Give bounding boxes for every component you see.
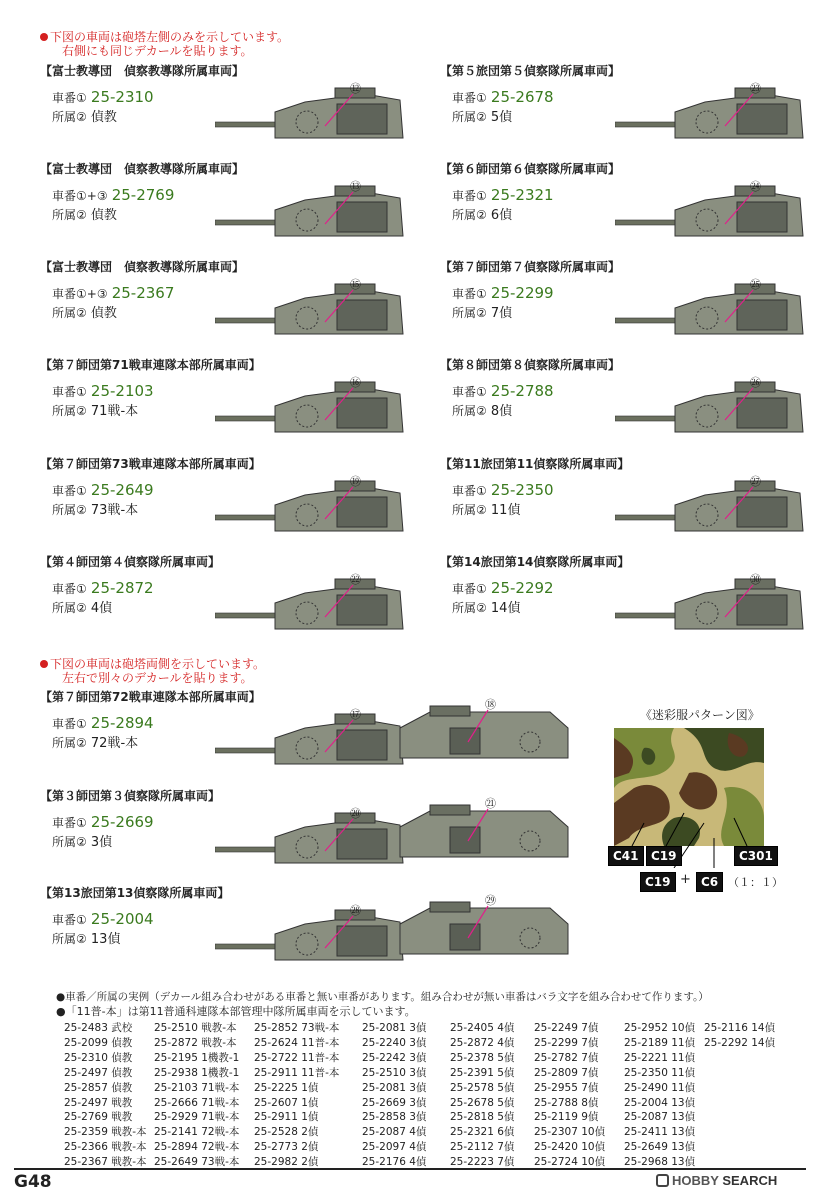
vehicle-unit-title: 【第７師団第73戦車連隊本部所属車両】 — [40, 457, 261, 471]
logo-search: SEARCH — [722, 1173, 778, 1188]
bullet-icon — [40, 660, 48, 668]
table-column — [362, 1021, 426, 1170]
table-cell: 25-2378 5偵 — [450, 1051, 515, 1064]
vehicle-unit-title: 【第11旅団第11偵察隊所属車両】 — [440, 457, 630, 471]
note-line: 下図の車両は砲塔左側のみを示しています。 — [50, 30, 290, 44]
vehicle-number-label: 車番① — [52, 385, 87, 399]
vehicle-unit-title: 【第７師団第72戦車連隊本部所属車両】 — [40, 690, 261, 704]
divider — [14, 1168, 806, 1170]
turret-side-view — [215, 904, 405, 984]
table-cell: 25-2225 1偵 — [254, 1081, 319, 1094]
camo-mix-tag-a: C19 — [640, 872, 676, 892]
table-column — [704, 1021, 775, 1051]
table-cell: 25-2097 4偵 — [362, 1141, 427, 1154]
table-cell: 25-2119 9偵 — [534, 1111, 599, 1124]
vehicle-unit: 7偵 — [490, 306, 513, 321]
vehicle-unit-label: 所属② — [52, 110, 87, 124]
vehicle-unit: 偵教 — [90, 208, 117, 223]
vehicle-number-line — [52, 813, 154, 831]
vehicle-number-label: 車番① — [52, 582, 87, 596]
vehicle-unit: 8偵 — [490, 404, 513, 419]
decal-number-marker: ㉑ — [485, 797, 496, 810]
table-cell: 25-2483 武校 — [64, 1022, 133, 1034]
table-cell: 25-2299 7偵 — [534, 1036, 599, 1049]
vehicle-number: 25-2894 — [90, 714, 154, 732]
table-cell: 25-2952 10偵 — [624, 1022, 696, 1034]
vehicle-number: 25-2678 — [490, 88, 554, 106]
table-cell: 25-2858 3偵 — [362, 1111, 427, 1124]
table-cell: 25-2176 4偵 — [362, 1156, 427, 1169]
table-cell: 25-2321 6偵 — [450, 1126, 515, 1139]
table-cell: 25-2938 1機教-1 — [154, 1066, 240, 1079]
turret-side-view — [215, 708, 405, 788]
vehicle-unit-label: 所属② — [52, 601, 87, 615]
vehicle-number-line — [452, 481, 554, 499]
vehicle-unit-title: 【第８師団第８偵察隊所属車両】 — [440, 358, 621, 372]
turret-side-view — [215, 376, 405, 456]
table-cell: 25-2249 7偵 — [534, 1022, 599, 1034]
table-cell: 25-2982 2偵 — [254, 1156, 319, 1169]
vehicle-unit-line — [52, 732, 138, 751]
footnote-11fu: ●「11普-本」は第11普通科連隊本部管理中隊所属車両を示しています。 — [56, 1005, 416, 1018]
table-cell: 25-2367 戦教-本 — [64, 1156, 147, 1169]
vehicle-unit-line — [52, 302, 117, 321]
page-label: G48 — [14, 1172, 52, 1192]
table-cell: 25-2405 4偵 — [450, 1022, 515, 1034]
vehicle-number-label: 車番① — [452, 91, 487, 105]
vehicle-unit-title: 【第５旅団第５偵察隊所属車両】 — [440, 64, 621, 78]
vehicle-unit-line — [52, 499, 138, 518]
vehicle-unit: 偵教 — [90, 110, 117, 125]
turret-side-view-right — [390, 797, 580, 877]
vehicle-number: 25-2649 — [90, 481, 154, 499]
decal-number-marker: ㉕ — [750, 278, 761, 291]
decal-number-marker: ㉔ — [750, 180, 761, 193]
table-cell: 25-2624 11普-本 — [254, 1036, 340, 1049]
vehicle-unit-line — [52, 204, 117, 223]
note-line: 右側にも同じデカールを貼ります。 — [62, 44, 253, 58]
vehicle-unit-title: 【第７師団第71戦車連隊本部所属車両】 — [40, 358, 261, 372]
vehicle-number-label: 車番① — [452, 385, 487, 399]
vehicle-number-label: 車番①+③ — [52, 287, 108, 301]
decal-number-marker: ⑬ — [350, 180, 361, 193]
vehicle-unit-title: 【富士教導団 偵察教導隊所属車両】 — [40, 260, 245, 274]
vehicle-unit-title: 【第３師団第３偵察隊所属車両】 — [40, 789, 221, 803]
camo-tag-c301: C301 — [734, 846, 778, 866]
vehicle-number-label: 車番① — [452, 582, 487, 596]
vehicle-number: 25-2103 — [90, 382, 154, 400]
hobby-search-logo — [656, 1173, 777, 1188]
table-column — [450, 1021, 514, 1170]
vehicle-number-line — [52, 481, 154, 499]
note-line: 左右で別々のデカールを貼ります。 — [62, 671, 253, 685]
vehicle-unit: 3偵 — [90, 835, 113, 850]
decal-number-marker: ㉓ — [750, 82, 761, 95]
table-cell: 25-2773 2偵 — [254, 1141, 319, 1154]
table-column — [624, 1021, 695, 1170]
table-cell: 25-2818 5偵 — [450, 1111, 515, 1124]
turret-side-view — [215, 278, 405, 358]
vehicle-number: 25-2872 — [90, 579, 154, 597]
decal-number-marker: ㉗ — [750, 475, 761, 488]
example-number-table — [64, 1021, 804, 1171]
table-cell: 25-2578 5偵 — [450, 1081, 515, 1094]
table-cell: 25-2911 11普-本 — [254, 1066, 340, 1079]
table-cell: 25-2497 偵教 — [64, 1066, 133, 1079]
vehicle-unit-line — [52, 400, 138, 419]
table-cell: 25-2929 71戦-本 — [154, 1111, 240, 1124]
turret-side-view — [215, 807, 405, 887]
table-cell: 25-2087 4偵 — [362, 1126, 427, 1139]
vehicle-unit-line — [452, 499, 520, 518]
turret-side-view — [215, 475, 405, 555]
table-cell: 25-2968 13偵 — [624, 1156, 696, 1169]
table-cell: 25-2411 13偵 — [624, 1126, 696, 1139]
vehicle-unit: 72戦-本 — [90, 736, 139, 751]
logo-h-icon — [656, 1174, 669, 1187]
decal-number-marker: ⑳ — [350, 807, 361, 820]
table-cell: 25-2607 1偵 — [254, 1096, 319, 1109]
table-cell: 25-2857 偵教 — [64, 1081, 133, 1094]
vehicle-unit-label: 所属② — [452, 404, 487, 418]
vehicle-number-line — [452, 579, 554, 597]
table-cell: 25-2350 11偵 — [624, 1066, 696, 1079]
note-both-sides — [40, 657, 265, 685]
table-cell: 25-2141 72戦-本 — [154, 1126, 240, 1139]
table-cell: 25-2497 戦教 — [64, 1096, 133, 1109]
vehicle-number-label: 車番① — [52, 816, 87, 830]
camo-title: 《迷彩服パターン図》 — [640, 708, 760, 722]
vehicle-number-label: 車番① — [52, 717, 87, 731]
table-cell: 25-2195 1機教-1 — [154, 1051, 240, 1064]
vehicle-number-label: 車番① — [52, 91, 87, 105]
vehicle-unit-line — [52, 597, 112, 616]
table-cell: 25-2116 14偵 — [704, 1022, 776, 1034]
decal-number-marker: ⑱ — [485, 698, 496, 711]
table-cell: 25-2490 11偵 — [624, 1081, 696, 1094]
table-column — [154, 1021, 239, 1170]
vehicle-number-label: 車番① — [52, 484, 87, 498]
vehicle-unit-label: 所属② — [452, 306, 487, 320]
vehicle-unit-label: 所属② — [452, 503, 487, 517]
table-cell: 25-2240 3偵 — [362, 1036, 427, 1049]
vehicle-unit-title: 【第６師団第６偵察隊所属車両】 — [440, 162, 621, 176]
table-column — [534, 1021, 605, 1170]
decal-number-marker: ⑰ — [350, 708, 361, 721]
table-cell: 25-2788 8偵 — [534, 1096, 599, 1109]
vehicle-number-line — [52, 186, 174, 204]
vehicle-number: 25-2350 — [490, 481, 554, 499]
vehicle-number-line — [52, 714, 154, 732]
table-cell: 25-2872 戦教-本 — [154, 1036, 237, 1049]
table-cell: 25-2420 10偵 — [534, 1141, 606, 1154]
table-cell: 25-2310 偵教 — [64, 1051, 133, 1064]
vehicle-unit: 71戦-本 — [90, 404, 139, 419]
vehicle-unit: 13偵 — [90, 932, 121, 947]
vehicle-unit-label: 所属② — [52, 932, 87, 946]
decal-number-marker: ㉙ — [485, 894, 496, 907]
vehicle-number-label: 車番① — [452, 484, 487, 498]
vehicle-unit-title: 【第４師団第４偵察隊所属車両】 — [40, 555, 221, 569]
table-column — [64, 1021, 147, 1170]
vehicle-number: 25-2299 — [490, 284, 554, 302]
vehicle-unit-label: 所属② — [452, 110, 487, 124]
table-cell: 25-2189 11偵 — [624, 1036, 696, 1049]
vehicle-number-line — [52, 88, 154, 106]
vehicle-unit-title: 【第７師団第７偵察隊所属車両】 — [440, 260, 621, 274]
vehicle-unit: 偵教 — [90, 306, 117, 321]
vehicle-number: 25-2769 — [111, 186, 175, 204]
vehicle-number-line — [452, 382, 554, 400]
note-left-side-only — [40, 30, 289, 58]
vehicle-unit-label: 所属② — [52, 835, 87, 849]
turret-side-view — [615, 180, 805, 260]
vehicle-number-line — [452, 88, 554, 106]
vehicle-number-line — [452, 284, 554, 302]
vehicle-unit-title: 【富士教導団 偵察教導隊所属車両】 — [40, 162, 245, 176]
vehicle-number: 25-2292 — [490, 579, 554, 597]
decal-number-marker: ⑯ — [350, 376, 361, 389]
vehicle-number-label: 車番①+③ — [52, 189, 108, 203]
note-line: 下図の車両は砲塔両側を示しています。 — [50, 657, 266, 671]
camo-tag-c41: C41 — [608, 846, 644, 866]
table-cell: 25-2649 13偵 — [624, 1141, 696, 1154]
vehicle-number-label: 車番① — [452, 189, 487, 203]
vehicle-unit-label: 所属② — [52, 736, 87, 750]
table-cell: 25-2081 3偵 — [362, 1022, 427, 1034]
table-cell: 25-2081 3偵 — [362, 1081, 427, 1094]
turret-side-view — [615, 278, 805, 358]
table-cell: 25-2782 7偵 — [534, 1051, 599, 1064]
table-cell: 25-2894 72戦-本 — [154, 1141, 240, 1154]
vehicle-unit-line — [52, 831, 112, 850]
vehicle-unit-label: 所属② — [452, 601, 487, 615]
decal-number-marker: ⑮ — [350, 278, 361, 291]
vehicle-unit-label: 所属② — [452, 208, 487, 222]
table-cell: 25-2223 7偵 — [450, 1156, 515, 1169]
vehicle-number: 25-2004 — [90, 910, 154, 928]
vehicle-unit-line — [452, 400, 512, 419]
vehicle-unit: 5偵 — [490, 110, 513, 125]
table-cell: 25-2221 11偵 — [624, 1051, 696, 1064]
table-cell: 25-2911 1偵 — [254, 1111, 319, 1124]
vehicle-number-line — [52, 284, 174, 302]
turret-side-view — [215, 180, 405, 260]
table-cell: 25-2722 11普-本 — [254, 1051, 340, 1064]
table-cell: 25-2004 13偵 — [624, 1096, 696, 1109]
table-cell: 25-2649 73戦-本 — [154, 1156, 240, 1169]
vehicle-unit-line — [52, 106, 117, 125]
vehicle-unit-label: 所属② — [52, 503, 87, 517]
turret-side-view — [615, 475, 805, 555]
table-cell: 25-2510 戦教-本 — [154, 1022, 237, 1034]
vehicle-unit: 11偵 — [490, 503, 521, 518]
vehicle-number: 25-2788 — [490, 382, 554, 400]
decal-number-marker: ㉘ — [350, 904, 361, 917]
table-cell: 25-2955 7偵 — [534, 1081, 599, 1094]
vehicle-number: 25-2310 — [90, 88, 154, 106]
vehicle-number-label: 車番① — [52, 913, 87, 927]
turret-side-view — [615, 376, 805, 456]
vehicle-unit-title: 【第14旅団第14偵察隊所属車両】 — [440, 555, 630, 569]
vehicle-unit: 4偵 — [90, 601, 113, 616]
camo-mix-ratio: （１：１） — [728, 876, 783, 889]
vehicle-number: 25-2321 — [490, 186, 554, 204]
vehicle-number-line — [452, 186, 554, 204]
turret-side-view-right — [390, 698, 580, 778]
decal-number-marker: ㉖ — [750, 376, 761, 389]
vehicle-unit-line — [452, 597, 520, 616]
camo-tag-c19: C19 — [646, 846, 682, 866]
decal-number-marker: ⑲ — [350, 475, 361, 488]
vehicle-unit-label: 所属② — [52, 208, 87, 222]
table-cell: 25-2678 5偵 — [450, 1096, 515, 1109]
table-cell: 25-2391 5偵 — [450, 1066, 515, 1079]
decal-number-marker: ㉒ — [350, 573, 361, 586]
bullet-icon — [40, 33, 48, 41]
vehicle-number-label: 車番① — [452, 287, 487, 301]
vehicle-unit-title: 【富士教導団 偵察教導隊所属車両】 — [40, 64, 245, 78]
table-cell: 25-2366 戦教-本 — [64, 1141, 147, 1154]
camo-mix-tag-b: C6 — [696, 872, 723, 892]
table-cell: 25-2112 7偵 — [450, 1141, 515, 1154]
vehicle-unit: 6偵 — [490, 208, 513, 223]
turret-side-view — [215, 573, 405, 653]
table-cell: 25-2769 戦教 — [64, 1111, 133, 1124]
table-cell: 25-2669 3偵 — [362, 1096, 427, 1109]
vehicle-unit-label: 所属② — [52, 404, 87, 418]
table-cell: 25-2103 71戦-本 — [154, 1081, 240, 1094]
table-cell: 25-2099 偵教 — [64, 1036, 133, 1049]
vehicle-unit: 14偵 — [490, 601, 521, 616]
table-cell: 25-2292 14偵 — [704, 1036, 776, 1049]
vehicle-unit-title: 【第13旅団第13偵察隊所属車両】 — [40, 886, 230, 900]
table-cell: 25-2242 3偵 — [362, 1051, 427, 1064]
vehicle-unit-label: 所属② — [52, 306, 87, 320]
vehicle-unit-line — [452, 302, 512, 321]
vehicle-unit-line — [452, 106, 512, 125]
turret-side-view — [215, 82, 405, 162]
vehicle-unit: 73戦-本 — [90, 503, 139, 518]
table-cell: 25-2528 2偵 — [254, 1126, 319, 1139]
logo-hobby: HOBBY — [672, 1173, 719, 1188]
decal-number-marker: ⑫ — [350, 82, 361, 95]
table-cell: 25-2087 13偵 — [624, 1111, 696, 1124]
turret-side-view — [615, 573, 805, 653]
table-column — [254, 1021, 339, 1170]
footnote-examples: ●車番／所属の実例（デカール組み合わせがある車番と無い車番があります。組み合わせが無い車番はバラ文字を組み合わせて作ります。） — [56, 991, 709, 1003]
vehicle-unit-line — [52, 928, 120, 947]
table-cell: 25-2872 4偵 — [450, 1036, 515, 1049]
vehicle-number-line — [52, 910, 154, 928]
turret-side-view — [615, 82, 805, 162]
table-cell: 25-2852 73戦-本 — [254, 1022, 340, 1034]
camo-mix-plus: + — [680, 872, 691, 887]
vehicle-number: 25-2669 — [90, 813, 154, 831]
table-cell: 25-2307 10偵 — [534, 1126, 606, 1139]
vehicle-number-line — [52, 579, 154, 597]
turret-side-view-right — [390, 894, 580, 974]
vehicle-number: 25-2367 — [111, 284, 175, 302]
table-cell: 25-2666 71戦-本 — [154, 1096, 240, 1109]
table-cell: 25-2510 3偵 — [362, 1066, 427, 1079]
table-cell: 25-2809 7偵 — [534, 1066, 599, 1079]
vehicle-unit-line — [452, 204, 512, 223]
table-cell: 25-2724 10偵 — [534, 1156, 606, 1169]
decal-number-marker: ㉚ — [750, 573, 761, 586]
table-cell: 25-2359 戦教-本 — [64, 1126, 147, 1139]
vehicle-number-line — [52, 382, 154, 400]
